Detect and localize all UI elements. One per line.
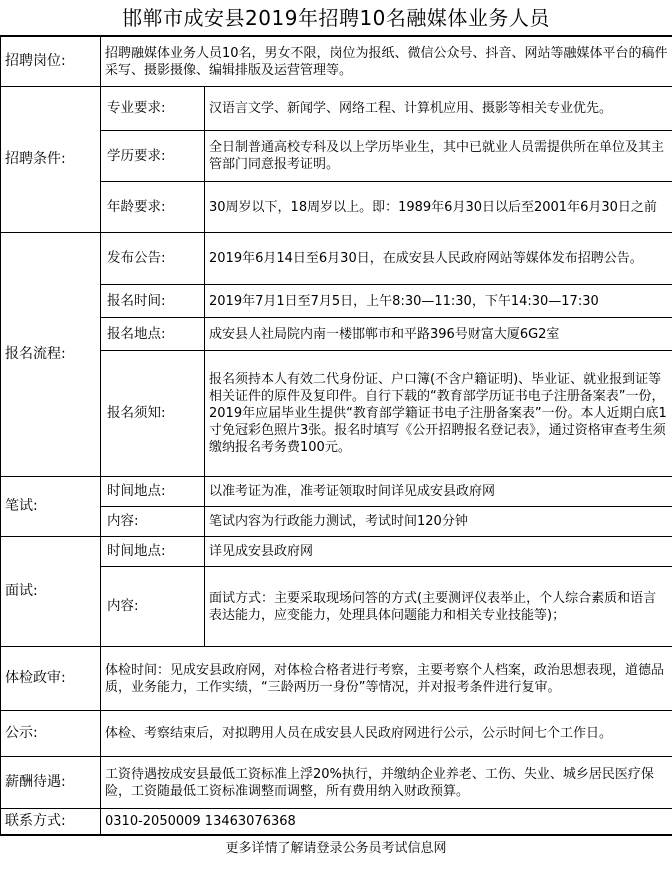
contact-label: 联系方式: — [1, 809, 101, 835]
row-signup-place — [1, 318, 672, 351]
interview-time-text: 详见成安县政府网 — [205, 537, 672, 567]
row-interview-content — [1, 567, 672, 647]
signup-place-label: 报名地点: — [101, 318, 205, 351]
written-time-text: 以准考证为准，准考证领取时间详见成安县政府网 — [205, 477, 672, 507]
publicity-text: 体检、考察结束后，对拟聘用人员在成安县人民政府网进行公示，公示时间七个工作日。 — [101, 711, 672, 757]
positions-text: 招聘融媒体业务人员10名，男女不限，岗位为报纸、微信公众号、抖音、网站等融媒体平台的稿件采写、摄影摄像、编辑排版及运营管理等。 — [101, 37, 672, 87]
row-written-time — [1, 477, 672, 507]
written-content-label: 内容: — [101, 507, 205, 537]
process-label: 报名流程: — [1, 233, 101, 477]
footer-link-text: 更多详情了解请登录公务员考试信息网 — [0, 835, 672, 861]
signup-time-label: 报名时间: — [101, 285, 205, 318]
major-label: 专业要求: — [101, 87, 205, 131]
notice-text: 2019年6月14日至6月30日，在成安县人民政府网站等媒体发布招聘公告。 — [205, 233, 672, 285]
written-time-label: 时间地点: — [101, 477, 205, 507]
row-notice — [1, 233, 672, 285]
physical-label: 体检政审: — [1, 647, 101, 711]
page-title: 邯郸市成安县2019年招聘10名融媒体业务人员 — [0, 0, 672, 36]
education-text: 全日制普通高校专科及以上学历毕业生，其中已就业人员需提供所在单位及其主管部门同意报考证明。 — [205, 131, 672, 182]
conditions-label: 招聘条件: — [1, 87, 101, 233]
interview-content-text: 面试方式：主要采取现场问答的方式(主要测评仪表举止，个人综合素质和语言表达能力，应变能力，处理具体问题能力和相关专业技能等)； — [205, 567, 672, 647]
row-signup-rules — [1, 351, 672, 477]
row-positions — [1, 37, 672, 87]
written-label: 笔试: — [1, 477, 101, 537]
interview-time-label: 时间地点: — [101, 537, 205, 567]
row-written-content — [1, 507, 672, 537]
row-major — [1, 87, 672, 131]
salary-label: 薪酬待遇: — [1, 757, 101, 809]
row-education — [1, 131, 672, 182]
signup-rules-label: 报名须知: — [101, 351, 205, 477]
row-interview-time — [1, 537, 672, 567]
row-signup-time — [1, 285, 672, 318]
education-label: 学历要求: — [101, 131, 205, 182]
notice-label: 发布公告: — [101, 233, 205, 285]
row-publicity — [1, 711, 672, 757]
signup-time-text: 2019年7月1日至7月5日，上午8:30—11:30，下午14:30—17:30 — [205, 285, 672, 318]
age-label: 年龄要求: — [101, 182, 205, 233]
major-text: 汉语言文学、新闻学、网络工程、计算机应用、摄影等相关专业优先。 — [205, 87, 672, 131]
signup-place-text: 成安县人社局院内南一楼邯郸市和平路396号财富大厦6G2室 — [205, 318, 672, 351]
recruitment-table — [0, 36, 672, 835]
written-content-text: 笔试内容为行政能力测试，考试时间120分钟 — [205, 507, 672, 537]
row-physical — [1, 647, 672, 711]
contact-text: 0310-2050009 13463076368 — [101, 809, 672, 835]
age-text: 30周岁以下，18周岁以上。即：1989年6月30日以后至2001年6月30日之前 — [205, 182, 672, 233]
row-age — [1, 182, 672, 233]
row-salary — [1, 757, 672, 809]
interview-label: 面试: — [1, 537, 101, 647]
positions-label: 招聘岗位: — [1, 37, 101, 87]
interview-content-label: 内容: — [101, 567, 205, 647]
physical-text: 体检时间：见成安县政府网，对体检合格者进行考察，主要考察个人档案，政治思想表现，道德品质，业务能力，工作实绩，“三龄两历一身份”等情况，并对报考条件进行复审。 — [101, 647, 672, 711]
row-contact — [1, 809, 672, 835]
signup-rules-text: 报名须持本人有效二代身份证、户口簿(不含户籍证明)、毕业证、就业报到证等相关证件的原件及复印件。自行下载的“教育部学历证书电子注册备案表”一份，2019年应届毕业生提供“教育部学籍证书电子注册备案表”一份。本人近期白底1寸免冠彩色照片3张。报名时填写《公开招聘报名登记表》，通过资格审查考生须缴纳报名考务费100元。 — [205, 351, 672, 477]
salary-text: 工资待遇按成安县最低工资标准上浮20%执行，并缴纳企业养老、工伤、失业、城乡居民医疗保险，工资随最低工资标准调整而调整，所有费用纳入财政预算。 — [101, 757, 672, 809]
publicity-label: 公示: — [1, 711, 101, 757]
